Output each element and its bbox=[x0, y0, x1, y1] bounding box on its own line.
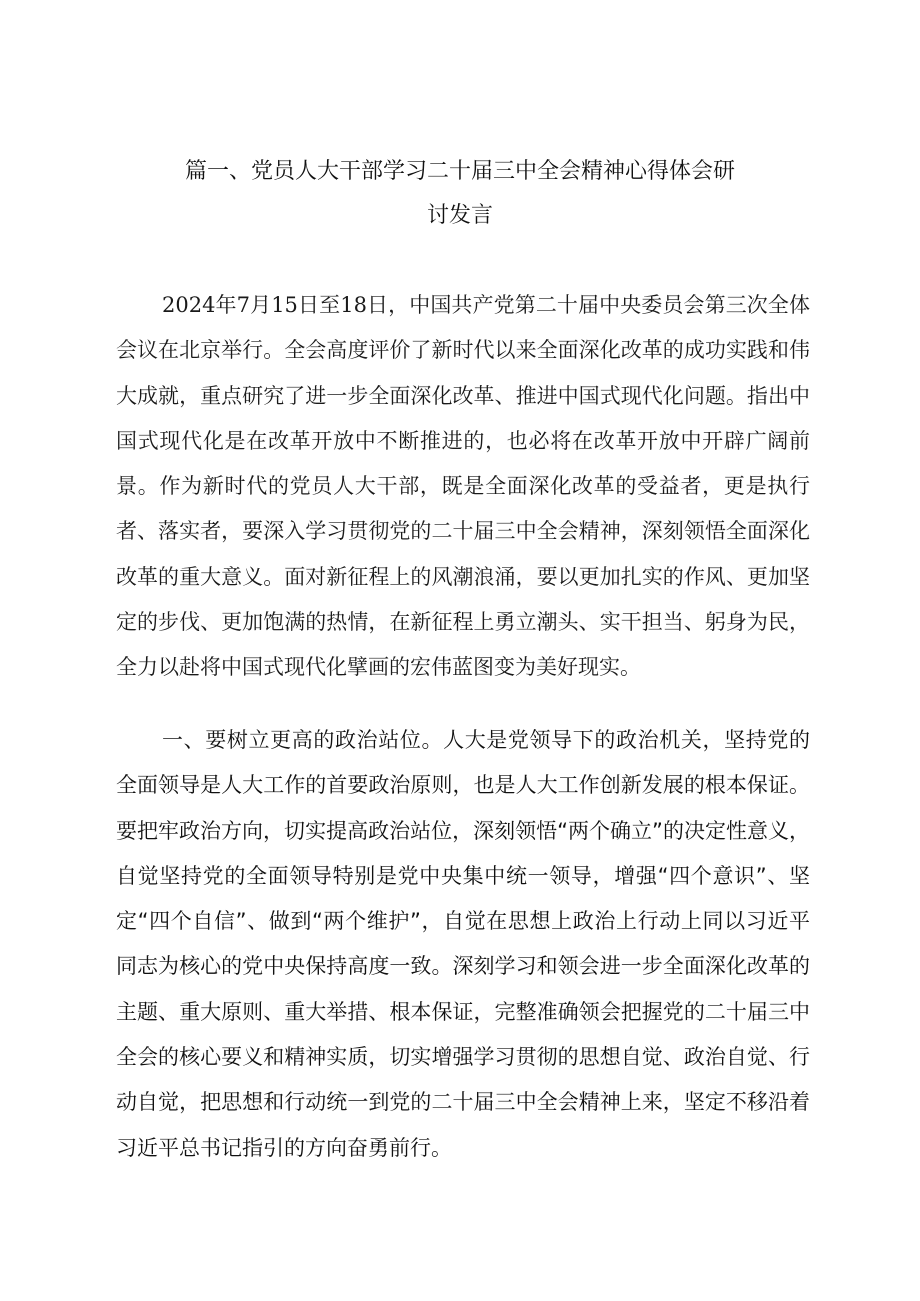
document-title-line-2: 讨发言 bbox=[426, 203, 493, 228]
section-one-paragraph: 一、要树立更高的政治站位。人大是党领导下的政治机关，坚持党的全面领导是人大工作的首要政治原则，也是人大工作创新发展的根本保证。要把牢政治方向，切实提高政治站位，深刻领悟“两个确立”的决定性意义，自觉坚持党的全面领导特别是党中央集中统一领导，增强“四个意识”、坚定“四个自信”、做到“两个维护”，自觉在思想上政治上行动上同以习近平同志为核心的党中央保持高度一致。深刻学习和领会进一步全面深化改革的主题、重大原则、重大举措、根本保证，完整准确领会把握党的二十届三中全会的核心要义和精神实质，切实增强学习贯彻的思想自觉、政治自觉、行动自觉，把思想和行动统一到党的二十届三中全会精神上来，坚定不移沿着习近平总书记指引的方向奋勇前行。 bbox=[116, 728, 810, 1160]
intro-paragraph: 2024年7月15日至18日，中国共产党第二十届中央委员会第三次全体会议在北京举行。全会高度评价了新时代以来全面深化改革的成功实践和伟大成就，重点研究了进一步全面深化改革、推进中国式现代化问题。指出中国式现代化是在改革开放中不断推进的，也必将在改革开放中开辟广阔前景。作为新时代的党员人大干部，既是全面深化改革的受益者，更是执行者、落实者，要深入学习贯彻党的二十届三中全会精神，深刻领悟全面深化改革的重大意义。面对新征程上的风潮浪涌，要以更加扎实的作风、更加坚定的步伐、更加饱满的热情，在新征程上勇立潮头、实干担当、躬身为民，全力以赴将中国式现代化擘画的宏伟蓝图变为美好现实。 bbox=[116, 293, 810, 680]
document-title-line-1: 篇一、党员人大干部学习二十届三中全会精神心得体会研 bbox=[184, 159, 735, 184]
